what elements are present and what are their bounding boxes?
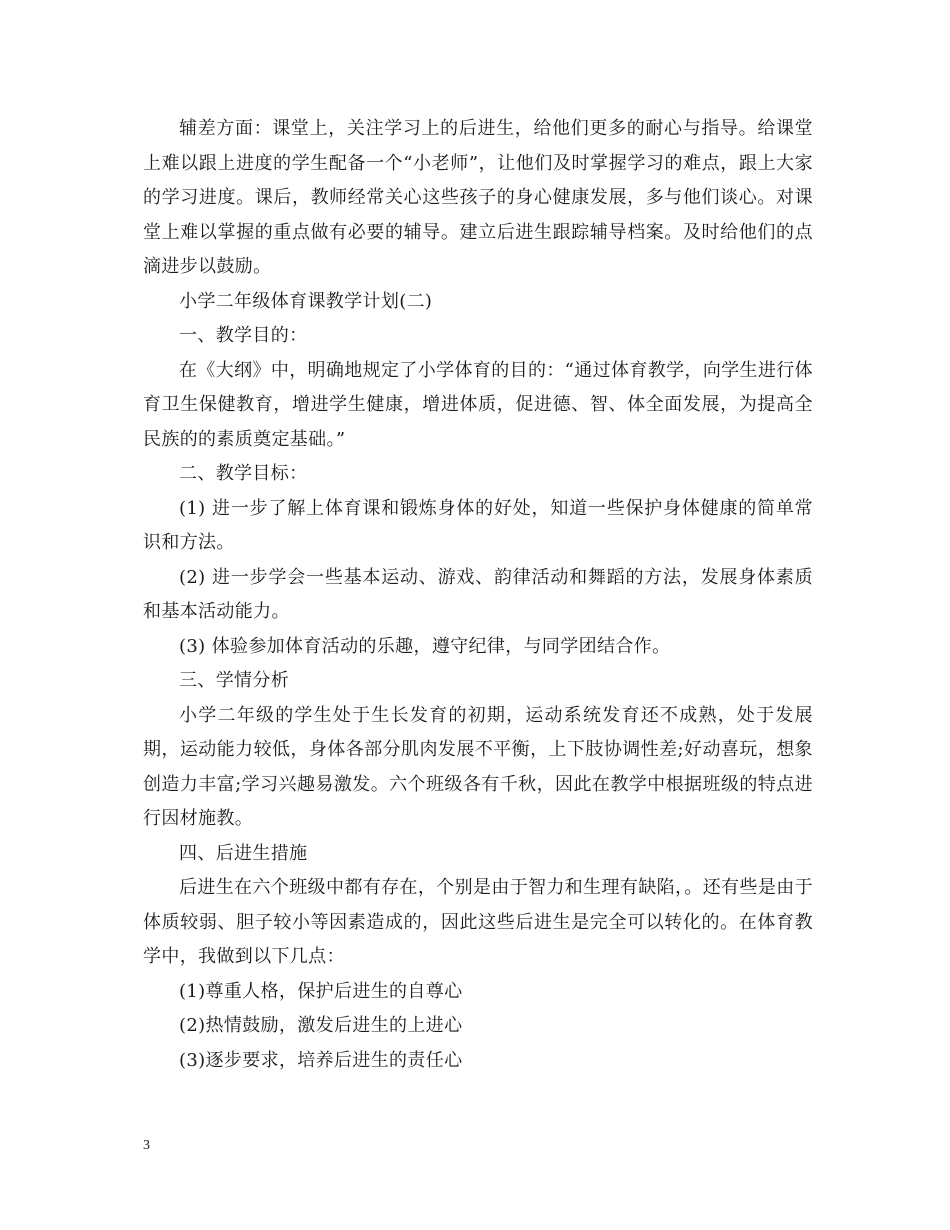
measure-item-3: (3)逐步要求，培养后进生的责任心 [179, 1049, 463, 1071]
section-title-plan-two: 小学二年级体育课教学计划(二) [179, 290, 433, 312]
heading-teaching-goals: 二、教学目标： [179, 463, 308, 484]
heading-student-analysis: 三、学情分析 [179, 670, 290, 691]
paragraph-remedial-aspect: 辅差方面：课堂上，关注学习上的后进生，给他们更多的耐心与指导。给课堂上难以跟上进度的学生配备一个“小老师”，让他们及时掌握学习的难点，跟上大家的学习进度。课后，教师经常关心这些孩子的身心健康发展，多与他们谈心。对课堂上难以掌握的重点做有必要的辅导。建立后进生跟踪辅导档案。及时给他们的点滴进步以鼓励。 [143, 118, 813, 277]
heading-teaching-purpose: 一、教学目的： [179, 325, 308, 346]
paragraph-student-analysis: 小学二年级的学生处于生长发育的初期，运动系统发育还不成熟，处于发展期，运动能力较低，身体各部分肌肉发展不平衡，上下肢协调性差;好动喜玩，想象创造力丰富;学习兴趣易激发。六个班级各有千秋，因此在教学中根据班级的特点进行因材施教。 [143, 704, 813, 829]
goal-item-2: (2) 进一步学会一些基本运动、游戏、韵律活动和舞蹈的方法，发展身体素质和基本活动能力。 [143, 566, 813, 622]
measure-item-1: (1)尊重人格，保护后进生的自尊心 [179, 980, 463, 1002]
heading-struggling-students: 四、后进生措施 [179, 842, 308, 864]
document-body [143, 112, 813, 1078]
goal-item-1: (1) 进一步了解上体育课和锻炼身体的好处，知道一些保护身体健康的简单常识和方法。 [143, 497, 813, 553]
measure-item-2: (2)热情鼓励，激发后进生的上进心 [179, 1015, 463, 1036]
goal-item-3: (3) 体验参加体育活动的乐趣，遵守纪律，与同学团结合作。 [179, 635, 671, 657]
paragraph-syllabus-purpose: 在《大纲》中，明确地规定了小学体育的目的：“通过体育教学，向学生进行体育卫生保健教育，增进学生健康，增进体质，促进德、智、体全面发展，为提高全民族的的素质奠定基础。” [143, 359, 813, 450]
paragraph-struggling-students: 后进生在六个班级中都有存在，个别是由于智力和生理有缺陷，。还有些是由于体质较弱、胆子较小等因素造成的，因此这些后进生是完全可以转化的。在体育教学中，我做到以下几点： [143, 877, 813, 967]
page-number: 3 [143, 1138, 150, 1153]
